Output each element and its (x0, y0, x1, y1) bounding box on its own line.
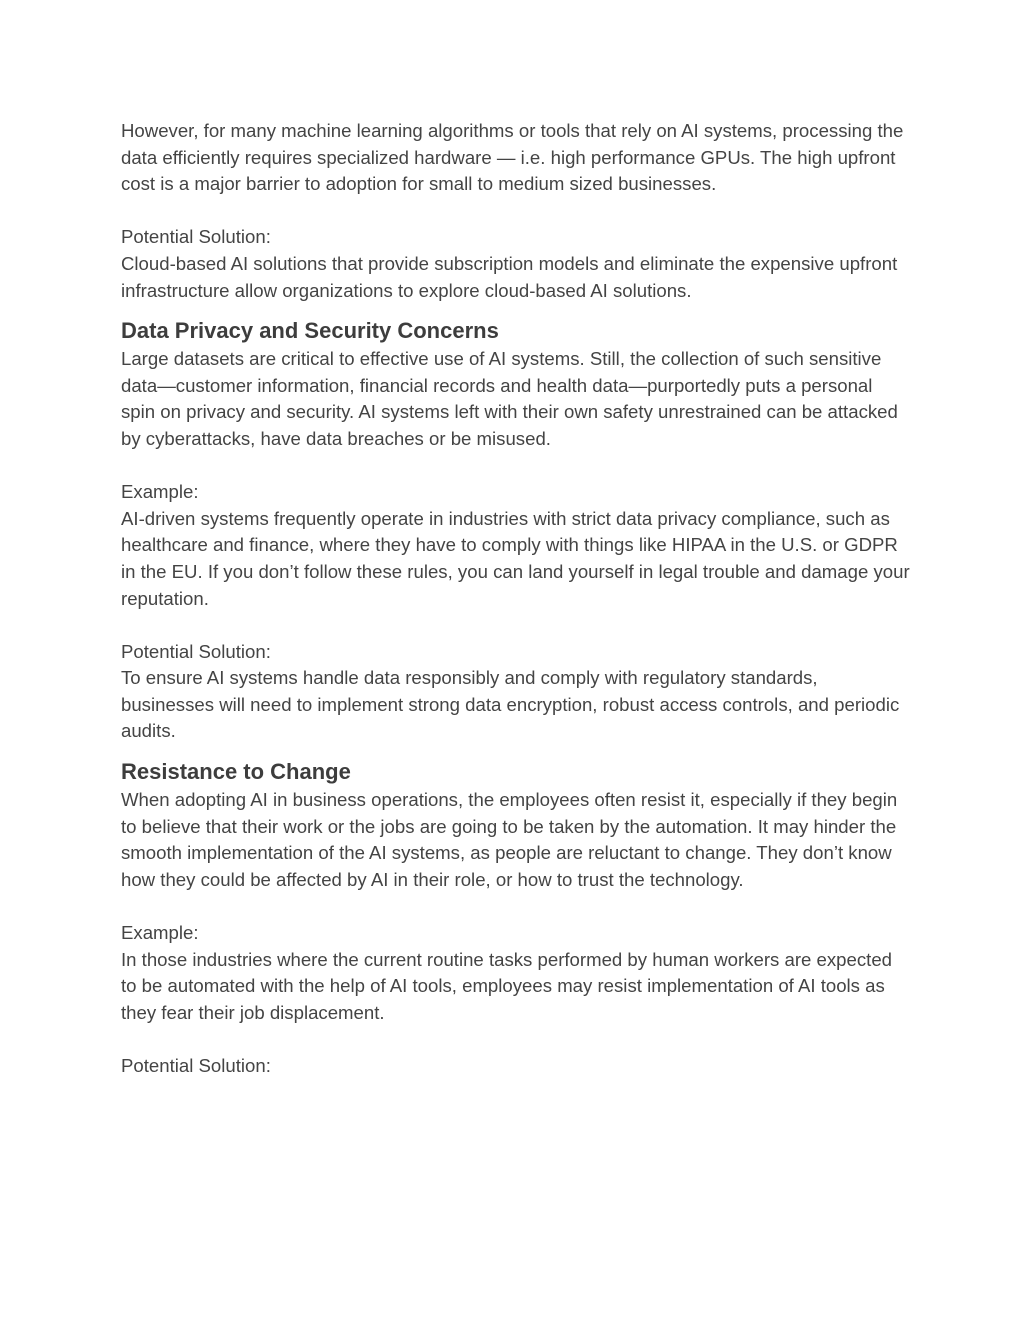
cost-solution-label: Potential Solution: (121, 226, 271, 248)
cost-solution-text: Cloud-based AI solutions that provide subscription models and eliminate the expensive upfront infrastructure allow organizations to explore cloud-based AI solutions. (121, 252, 898, 301)
privacy-example-label: Example: (121, 481, 199, 503)
resistance-heading: Resistance to Change (121, 759, 351, 785)
intro-paragraph: However, for many machine learning algorithms or tools that rely on AI systems, processing the data efficiently requires specialized hardware — i.e. high performance GPUs. The high upfront cost is a major barrier to adoption for small to medium sized businesses. (121, 120, 904, 195)
privacy-heading: Data Privacy and Security Concerns (121, 318, 499, 344)
resistance-solution-label: Potential Solution: (121, 1055, 271, 1076)
privacy-solution-label: Potential Solution: (121, 640, 271, 662)
privacy-solution-text: To ensure AI systems handle data responsibly and comply with regulatory standards, businesses will need to implement strong data encryption, robust access controls, and periodic audits. (121, 667, 900, 742)
privacy-body: Large datasets are critical to effective use of AI systems. Still, the collection of such sensitive data—customer information, financial records and health data—purportedly puts a personal spin on privacy and security. AI systems left with their own safety unrestrained can be attacked by cyberattacks, have data breaches or be misused. (121, 348, 898, 449)
resistance-example-text: In those industries where the current routine tasks performed by human workers are expected to be automated with the help of AI tools, employees may resist implementation of AI tools as they fear their job displacement. (121, 948, 892, 1023)
privacy-example-text: AI-driven systems frequently operate in industries with strict data privacy compliance, such as healthcare and finance, where they have to comply with things like HIPAA in the U.S. or GDPR in the EU. If you don’t follow these rules, you can land yourself in legal trouble and damage your reputation. (121, 507, 910, 609)
resistance-example-label: Example: (121, 922, 199, 944)
resistance-body: When adopting AI in business operations, the employees often resist it, especially if they begin to believe that their work or the jobs are going to be taken by the automation. It may hinder the smooth implementation of the AI systems, as people are reluctant to change. They don’t know how they could be affected by AI in their role, or how to trust the technology. (121, 789, 898, 890)
document-page (121, 118, 911, 1080)
